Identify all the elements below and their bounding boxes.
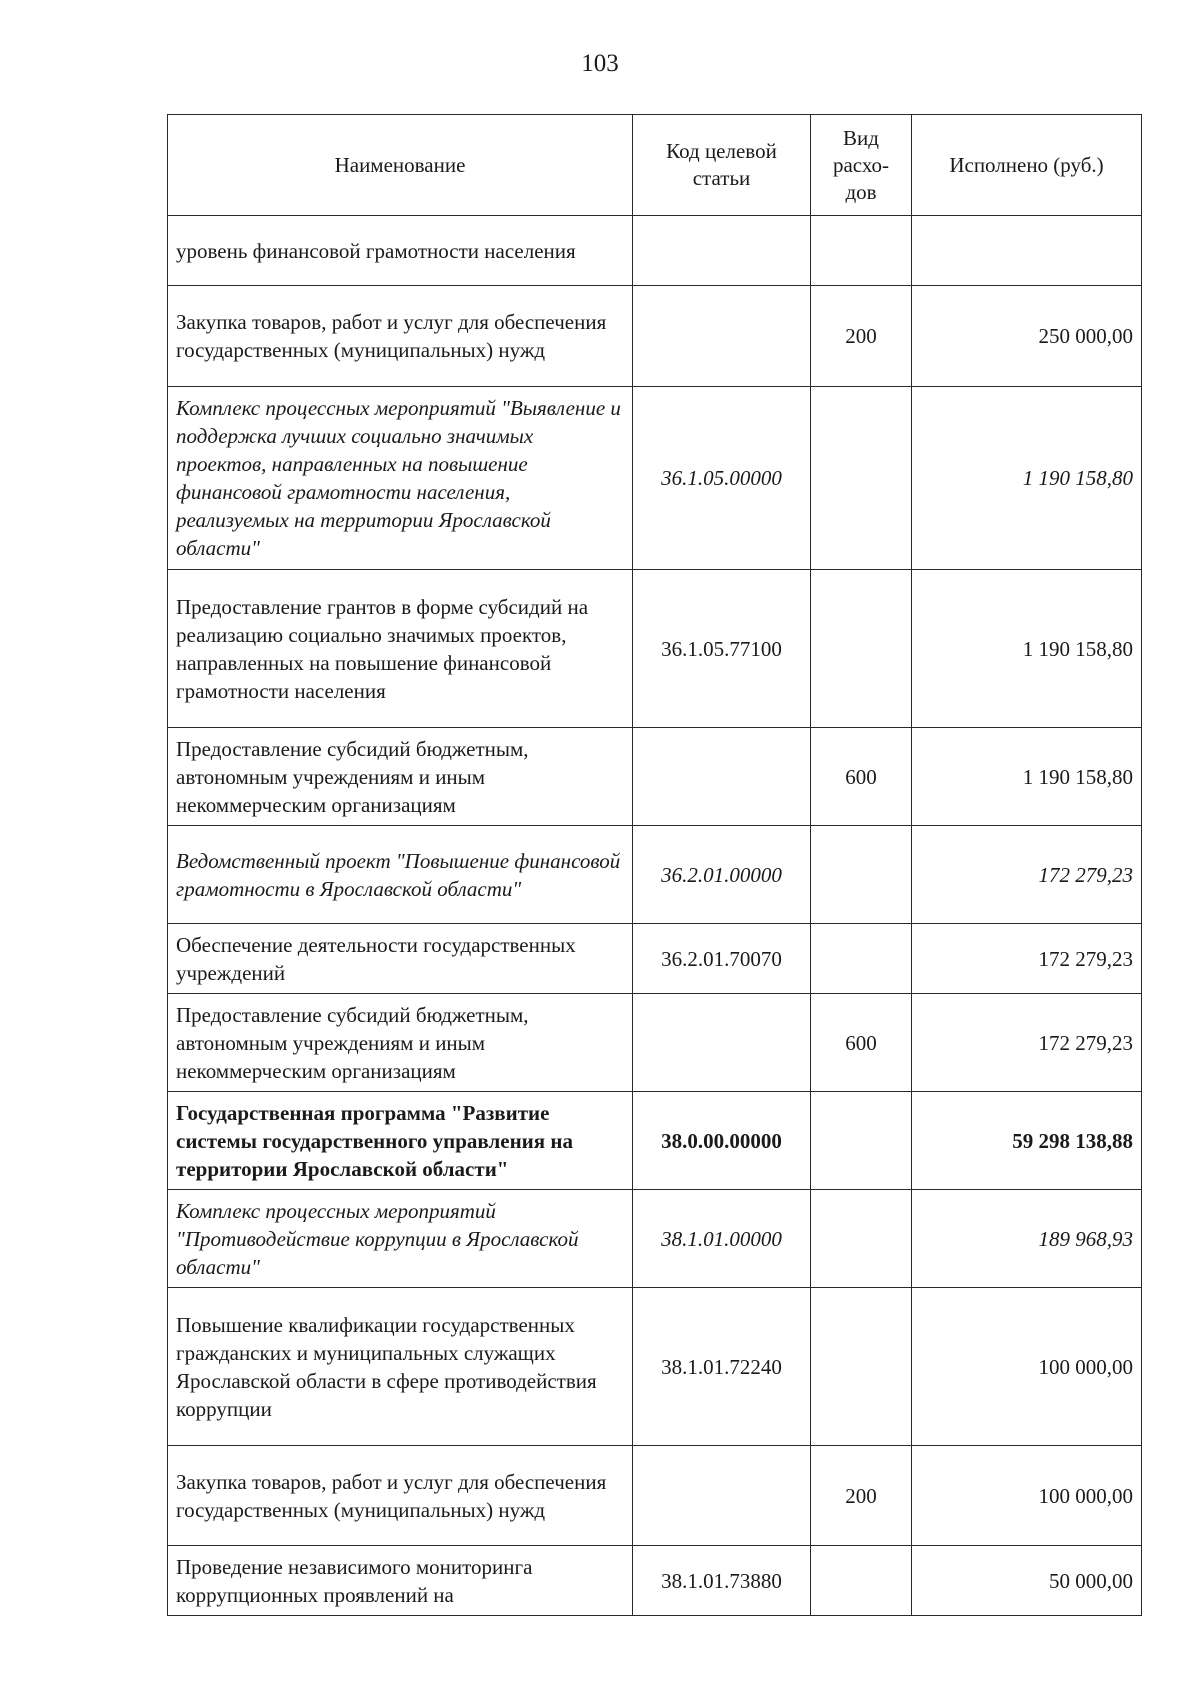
- row-name-cell: Комплекс процессных мероприятий "Выявление и поддержка лучших социально значимых проектов, направленных на повышение финансовой грамотности населения, реализуемых на территории Ярославской области": [168, 387, 633, 570]
- row-amount-cell: 172 279,23: [912, 994, 1142, 1092]
- row-expense-type-cell: 200: [811, 286, 912, 387]
- row-expense-type-cell: [811, 924, 912, 994]
- row-amount-cell: 172 279,23: [912, 924, 1142, 994]
- row-name-cell: Закупка товаров, работ и услуг для обеспечения государственных (муниципальных) нужд: [168, 286, 633, 387]
- row-code-cell: [633, 728, 811, 826]
- row-code-cell: [633, 994, 811, 1092]
- header-name: Наименование: [168, 115, 633, 216]
- row-code-cell: 38.1.01.00000: [633, 1190, 811, 1288]
- table-row: [168, 826, 1142, 924]
- row-name-cell: уровень финансовой грамотности населения: [168, 216, 633, 286]
- row-amount-cell: 1 190 158,80: [912, 387, 1142, 570]
- row-name-cell: Комплекс процессных мероприятий "Противодействие коррупции в Ярославской области": [168, 1190, 633, 1288]
- table-row: [168, 1190, 1142, 1288]
- row-name-cell: Государственная программа "Развитие системы государственного управления на территории Ярославской области": [168, 1092, 633, 1190]
- row-expense-type-cell: [811, 1546, 912, 1616]
- row-code-cell: 38.0.00.00000: [633, 1092, 811, 1190]
- row-name-cell: Предоставление субсидий бюджетным, автономным учреждениям и иным некоммерческим организациям: [168, 728, 633, 826]
- table-header-row: [168, 115, 1142, 216]
- row-amount-cell: 59 298 138,88: [912, 1092, 1142, 1190]
- row-code-cell: [633, 286, 811, 387]
- table-row: [168, 1546, 1142, 1616]
- header-amount: Исполнено (руб.): [912, 115, 1142, 216]
- row-code-cell: 36.2.01.70070: [633, 924, 811, 994]
- table-row: [168, 1446, 1142, 1546]
- row-amount-cell: 100 000,00: [912, 1446, 1142, 1546]
- row-name-cell: Обеспечение деятельности государственных учреждений: [168, 924, 633, 994]
- row-amount-cell: [912, 216, 1142, 286]
- table-row: [168, 728, 1142, 826]
- row-expense-type-cell: [811, 826, 912, 924]
- row-expense-type-cell: [811, 216, 912, 286]
- row-expense-type-cell: [811, 570, 912, 728]
- table-row: [168, 994, 1142, 1092]
- row-name-cell: Закупка товаров, работ и услуг для обеспечения государственных (муниципальных) нужд: [168, 1446, 633, 1546]
- row-expense-type-cell: [811, 387, 912, 570]
- row-amount-cell: 1 190 158,80: [912, 570, 1142, 728]
- row-code-cell: 38.1.01.72240: [633, 1288, 811, 1446]
- row-code-cell: 38.1.01.73880: [633, 1546, 811, 1616]
- row-expense-type-cell: 600: [811, 728, 912, 826]
- row-expense-type-cell: [811, 1092, 912, 1190]
- row-code-cell: 36.2.01.00000: [633, 826, 811, 924]
- row-expense-type-cell: 600: [811, 994, 912, 1092]
- row-amount-cell: 172 279,23: [912, 826, 1142, 924]
- table-row: [168, 387, 1142, 570]
- row-amount-cell: 250 000,00: [912, 286, 1142, 387]
- row-expense-type-cell: [811, 1190, 912, 1288]
- row-name-cell: Проведение независимого мониторинга коррупционных проявлений на: [168, 1546, 633, 1616]
- row-amount-cell: 50 000,00: [912, 1546, 1142, 1616]
- header-code: Код целевой статьи: [633, 115, 811, 216]
- row-code-cell: 36.1.05.77100: [633, 570, 811, 728]
- row-code-cell: [633, 216, 811, 286]
- row-expense-type-cell: 200: [811, 1446, 912, 1546]
- row-name-cell: Повышение квалификации государственных гражданских и муниципальных служащих Ярославской области в сфере противодействия коррупции: [168, 1288, 633, 1446]
- row-code-cell: [633, 1446, 811, 1546]
- table-row: [168, 286, 1142, 387]
- row-name-cell: Предоставление грантов в форме субсидий на реализацию социально значимых проектов, направленных на повышение финансовой грамотности населения: [168, 570, 633, 728]
- row-expense-type-cell: [811, 1288, 912, 1446]
- row-name-cell: Ведомственный проект "Повышение финансовой грамотности в Ярославской области": [168, 826, 633, 924]
- row-code-cell: 36.1.05.00000: [633, 387, 811, 570]
- row-amount-cell: 1 190 158,80: [912, 728, 1142, 826]
- row-name-cell: Предоставление субсидий бюджетным, автономным учреждениям и иным некоммерческим организациям: [168, 994, 633, 1092]
- page-number: 103: [581, 50, 619, 77]
- budget-execution-table: [167, 114, 1142, 1616]
- row-amount-cell: 100 000,00: [912, 1288, 1142, 1446]
- table-row: [168, 1288, 1142, 1446]
- header-expense-type: Вид расхо-дов: [811, 115, 912, 216]
- table-row: [168, 216, 1142, 286]
- table-row: [168, 570, 1142, 728]
- row-amount-cell: 189 968,93: [912, 1190, 1142, 1288]
- table-row: [168, 1092, 1142, 1190]
- table-row: [168, 924, 1142, 994]
